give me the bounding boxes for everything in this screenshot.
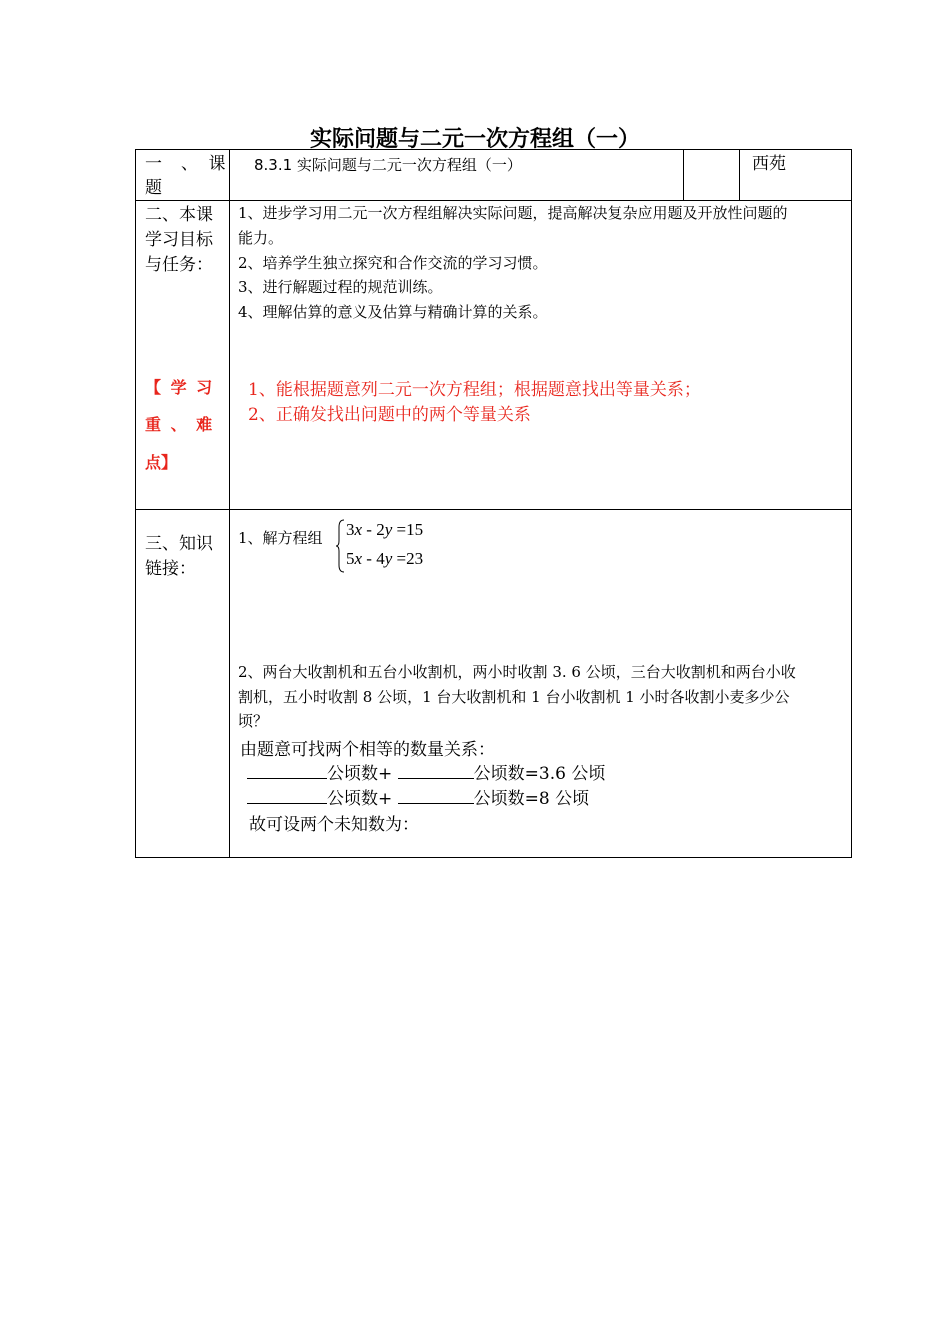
eq2-rhs: =23	[392, 549, 424, 568]
eq2-op: - 4	[362, 549, 385, 568]
relation-2	[247, 784, 589, 809]
objectives-label-2: 学习目标	[145, 230, 213, 250]
objective-line: 3、进行解题过程的规范训练。	[238, 278, 443, 296]
relation-intro: 由题意可找两个相等的数量关系：	[240, 740, 495, 760]
unknowns-prompt: 故可设两个未知数为：	[249, 815, 419, 835]
keypoint-line: 2、正确发找出问题中的两个等量关系	[248, 405, 531, 425]
eq1-var-y: y	[384, 520, 393, 539]
row1-label: 一 、 课	[145, 154, 227, 174]
keypoints-label-2: 重 、 难	[145, 415, 215, 434]
column-divider	[229, 150, 230, 857]
objective-line: 4、理解估算的意义及估算与精确计算的关系。	[238, 303, 548, 321]
keypoint-line: 1、能根据题意列二元一次方程组；根据题意找出等量关系；	[248, 380, 701, 400]
eq1-coef: 3	[346, 520, 355, 539]
equation-1	[346, 520, 423, 540]
eq2-var-x: x	[354, 549, 363, 568]
relation-1-mid: 公顷数+	[327, 764, 393, 784]
relation-1-end: 公顷数=3.6 公顷	[473, 764, 606, 784]
objective-line: 1、进步学习用二元一次方程组解决实际问题，提高解决复杂应用题及开放性问题的	[238, 204, 788, 222]
question-2-line: 2、两台大收割机和五台小收割机，两小时收割 3. 6 公顷，三台大收割机和两台小收	[238, 663, 796, 681]
objectives-label-1: 二、本课	[145, 205, 213, 225]
equation-2	[346, 549, 423, 569]
objectives-label-3: 与任务：	[145, 255, 213, 275]
relation-2-end: 公顷数=8 公顷	[473, 789, 590, 809]
answer-blank[interactable]	[398, 764, 474, 779]
answer-blank[interactable]	[247, 764, 327, 779]
eq2-coef: 5	[346, 549, 355, 568]
relation-2-mid: 公顷数+	[327, 789, 393, 809]
eq1-op: - 2	[362, 520, 385, 539]
question-1-label: 1、解方程组	[238, 529, 323, 547]
keypoints-label-1: 【 学 习	[145, 378, 215, 397]
knowledge-label-2: 链接：	[145, 559, 196, 579]
eq1-var-x: x	[354, 520, 363, 539]
objective-line: 2、培养学生独立探究和合作交流的学习习惯。	[238, 254, 548, 272]
objective-line: 能力。	[238, 229, 284, 247]
question-2-line: 割机，五小时收割 8 公顷，1 台大收割机和 1 台小收割机 1 小时各收割小麦多少公	[238, 688, 790, 706]
keypoints-label-3: 点】	[145, 453, 178, 472]
eq2-var-y: y	[384, 549, 393, 568]
eq1-rhs: =15	[392, 520, 424, 539]
column-divider	[739, 150, 740, 200]
answer-blank[interactable]	[247, 789, 327, 804]
question-2-line: 顷？	[238, 712, 269, 730]
equation-brace	[336, 519, 346, 573]
lesson-title: 8.3.1 实际问题与二元一次方程组（一）	[254, 156, 522, 174]
page-title: 实际问题与二元一次方程组（一）	[309, 127, 640, 152]
row-divider	[136, 509, 851, 510]
row1-label-cont: 题	[145, 178, 162, 198]
school-name: 西苑	[752, 154, 786, 174]
knowledge-label-1: 三、知识	[145, 534, 213, 554]
answer-blank[interactable]	[398, 789, 474, 804]
relation-1	[247, 759, 605, 784]
column-divider	[683, 150, 684, 200]
